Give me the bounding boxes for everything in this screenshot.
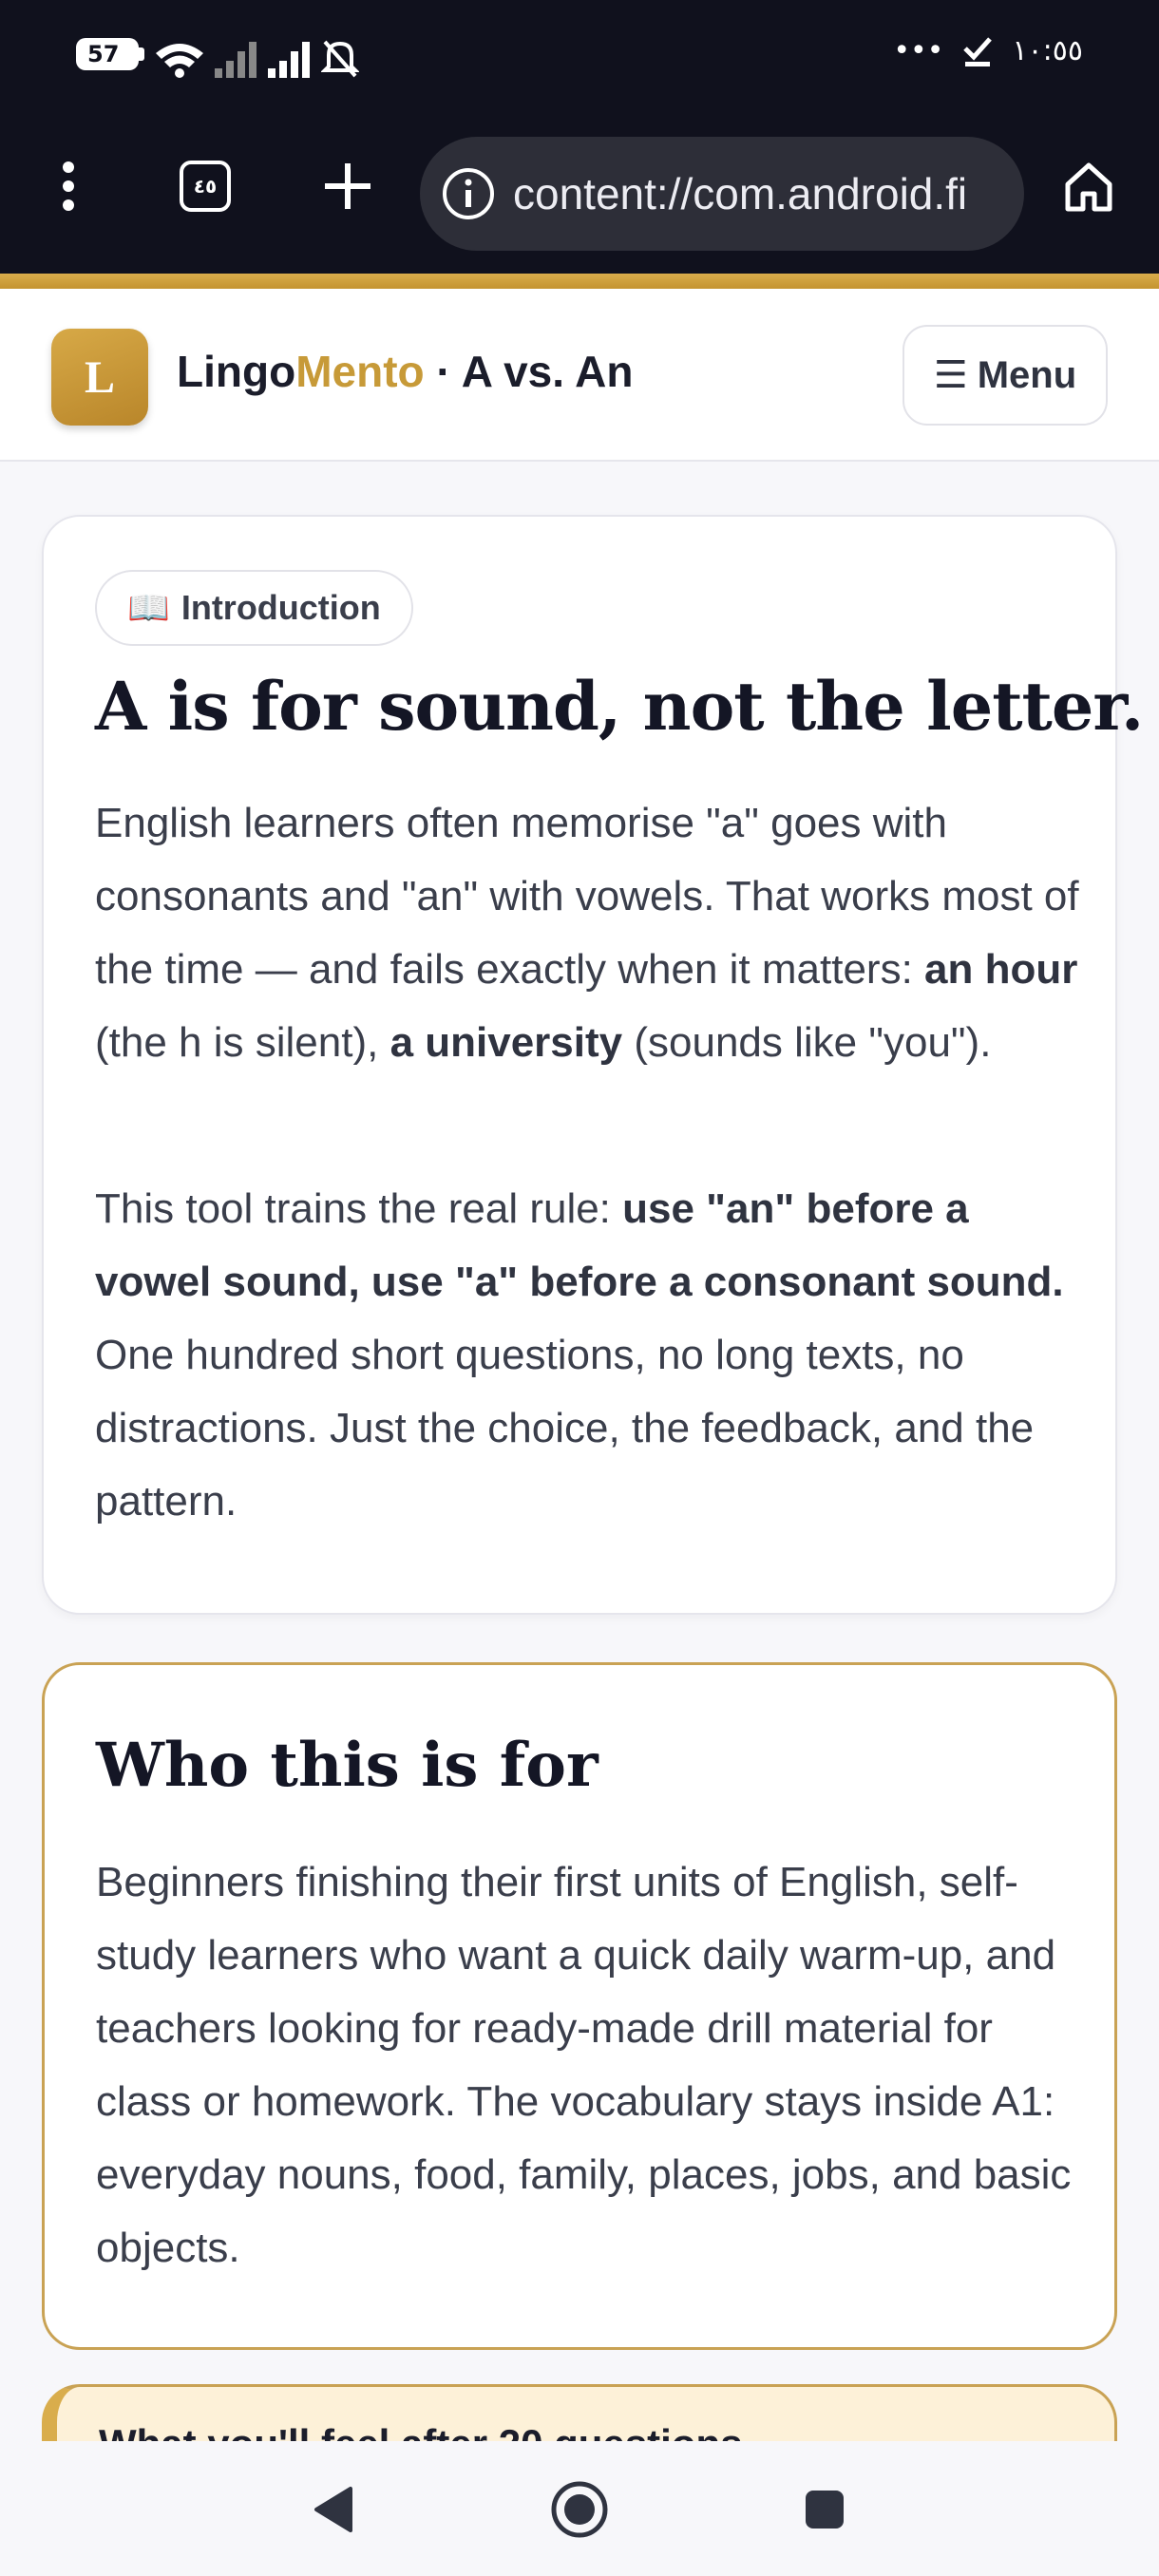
address-bar[interactable] [420, 137, 1024, 251]
more-options-button[interactable] [34, 152, 103, 220]
battery-level: 57 [87, 41, 120, 67]
intro-p2-text: This tool trains the real rule: [95, 1185, 623, 1232]
info-icon[interactable] [441, 166, 496, 221]
section-badge-label: Introduction [180, 588, 381, 627]
audience-card [42, 1662, 1117, 2350]
browser-toolbar [0, 114, 1159, 274]
site-title [177, 346, 633, 397]
brand-suffix: · A vs. An [424, 347, 634, 396]
audience-title: Who this is for [96, 1730, 598, 1801]
tab-switcher-button[interactable] [171, 152, 239, 220]
system-nav-bar [0, 2441, 1159, 2576]
url-text: content://com.android.fi [513, 169, 968, 218]
section-badge [95, 570, 413, 646]
audience-text: Beginners finishing their first units of English, self-study learners who want a quick daily warm-up, and teachers looking for ready-made drill material for class or homework. The vocabulary stays inside A1: everyday nouns, food, family, places, jobs, and basic objects. [96, 1859, 1072, 2271]
intro-p2-text-2: One hundred short questions, no long texts, no distractions. Just the choice, the feedback, and the pattern. [95, 1332, 1035, 1525]
overflow-dots: ••• [893, 34, 944, 67]
kebab-menu-icon [59, 160, 78, 213]
intro-card [42, 515, 1144, 1615]
intro-p1-text-3: (sounds like "you"). [622, 1019, 992, 1066]
clock: ١٠:٥٥ [1012, 34, 1083, 67]
recents-button[interactable] [790, 2475, 859, 2544]
book-icon: 📖 [127, 588, 170, 627]
home-button[interactable] [1054, 152, 1123, 220]
home-nav-button[interactable] [545, 2475, 614, 2544]
intro-paragraph-2 [95, 1172, 1083, 1538]
site-header [0, 289, 1159, 462]
home-circle-icon [550, 2480, 609, 2539]
status-right [893, 34, 1083, 67]
example-a-university: a university [390, 1019, 623, 1066]
signal-icon-2 [268, 40, 312, 78]
download-check-icon [962, 35, 993, 67]
intro-headline: A is for sound, not the letter. [95, 667, 1144, 746]
brand-lingo: Lingo [177, 347, 296, 396]
brand-mento: Mento [295, 347, 425, 396]
back-triangle-icon [311, 2485, 354, 2534]
status-icons [154, 32, 359, 78]
intro-p1-text: English learners often memorise "a" goes with consonants and "an" with vowels. That works most of the time — and fails exactly when it matters: [95, 800, 1079, 993]
status-bar [0, 0, 1159, 114]
tab-count-icon [180, 161, 231, 212]
new-tab-button[interactable] [314, 152, 382, 220]
tab-count: ٤٥ [193, 175, 218, 198]
menu-button[interactable] [902, 325, 1108, 426]
site-logo[interactable] [51, 329, 148, 426]
back-button[interactable] [298, 2475, 367, 2544]
hamburger-icon: ☰ [933, 354, 968, 396]
accent-rule [0, 274, 1159, 289]
wifi-icon [154, 40, 205, 78]
recents-square-icon [803, 2488, 846, 2531]
intro-p1-text-2: (the h is silent), [95, 1019, 390, 1066]
home-icon [1062, 160, 1115, 213]
rule-statement: use "an" before a vowel sound, use "a" before a consonant sound. [95, 1185, 1064, 1305]
intro-paragraph-1 [95, 786, 1083, 1079]
battery-indicator [76, 38, 139, 70]
bell-muted-icon [321, 38, 359, 78]
menu-label: Menu [977, 353, 1077, 396]
plus-icon [323, 161, 372, 211]
logo-letter: L [84, 351, 115, 403]
example-an-hour: an hour [924, 946, 1078, 993]
signal-icon [215, 40, 258, 78]
